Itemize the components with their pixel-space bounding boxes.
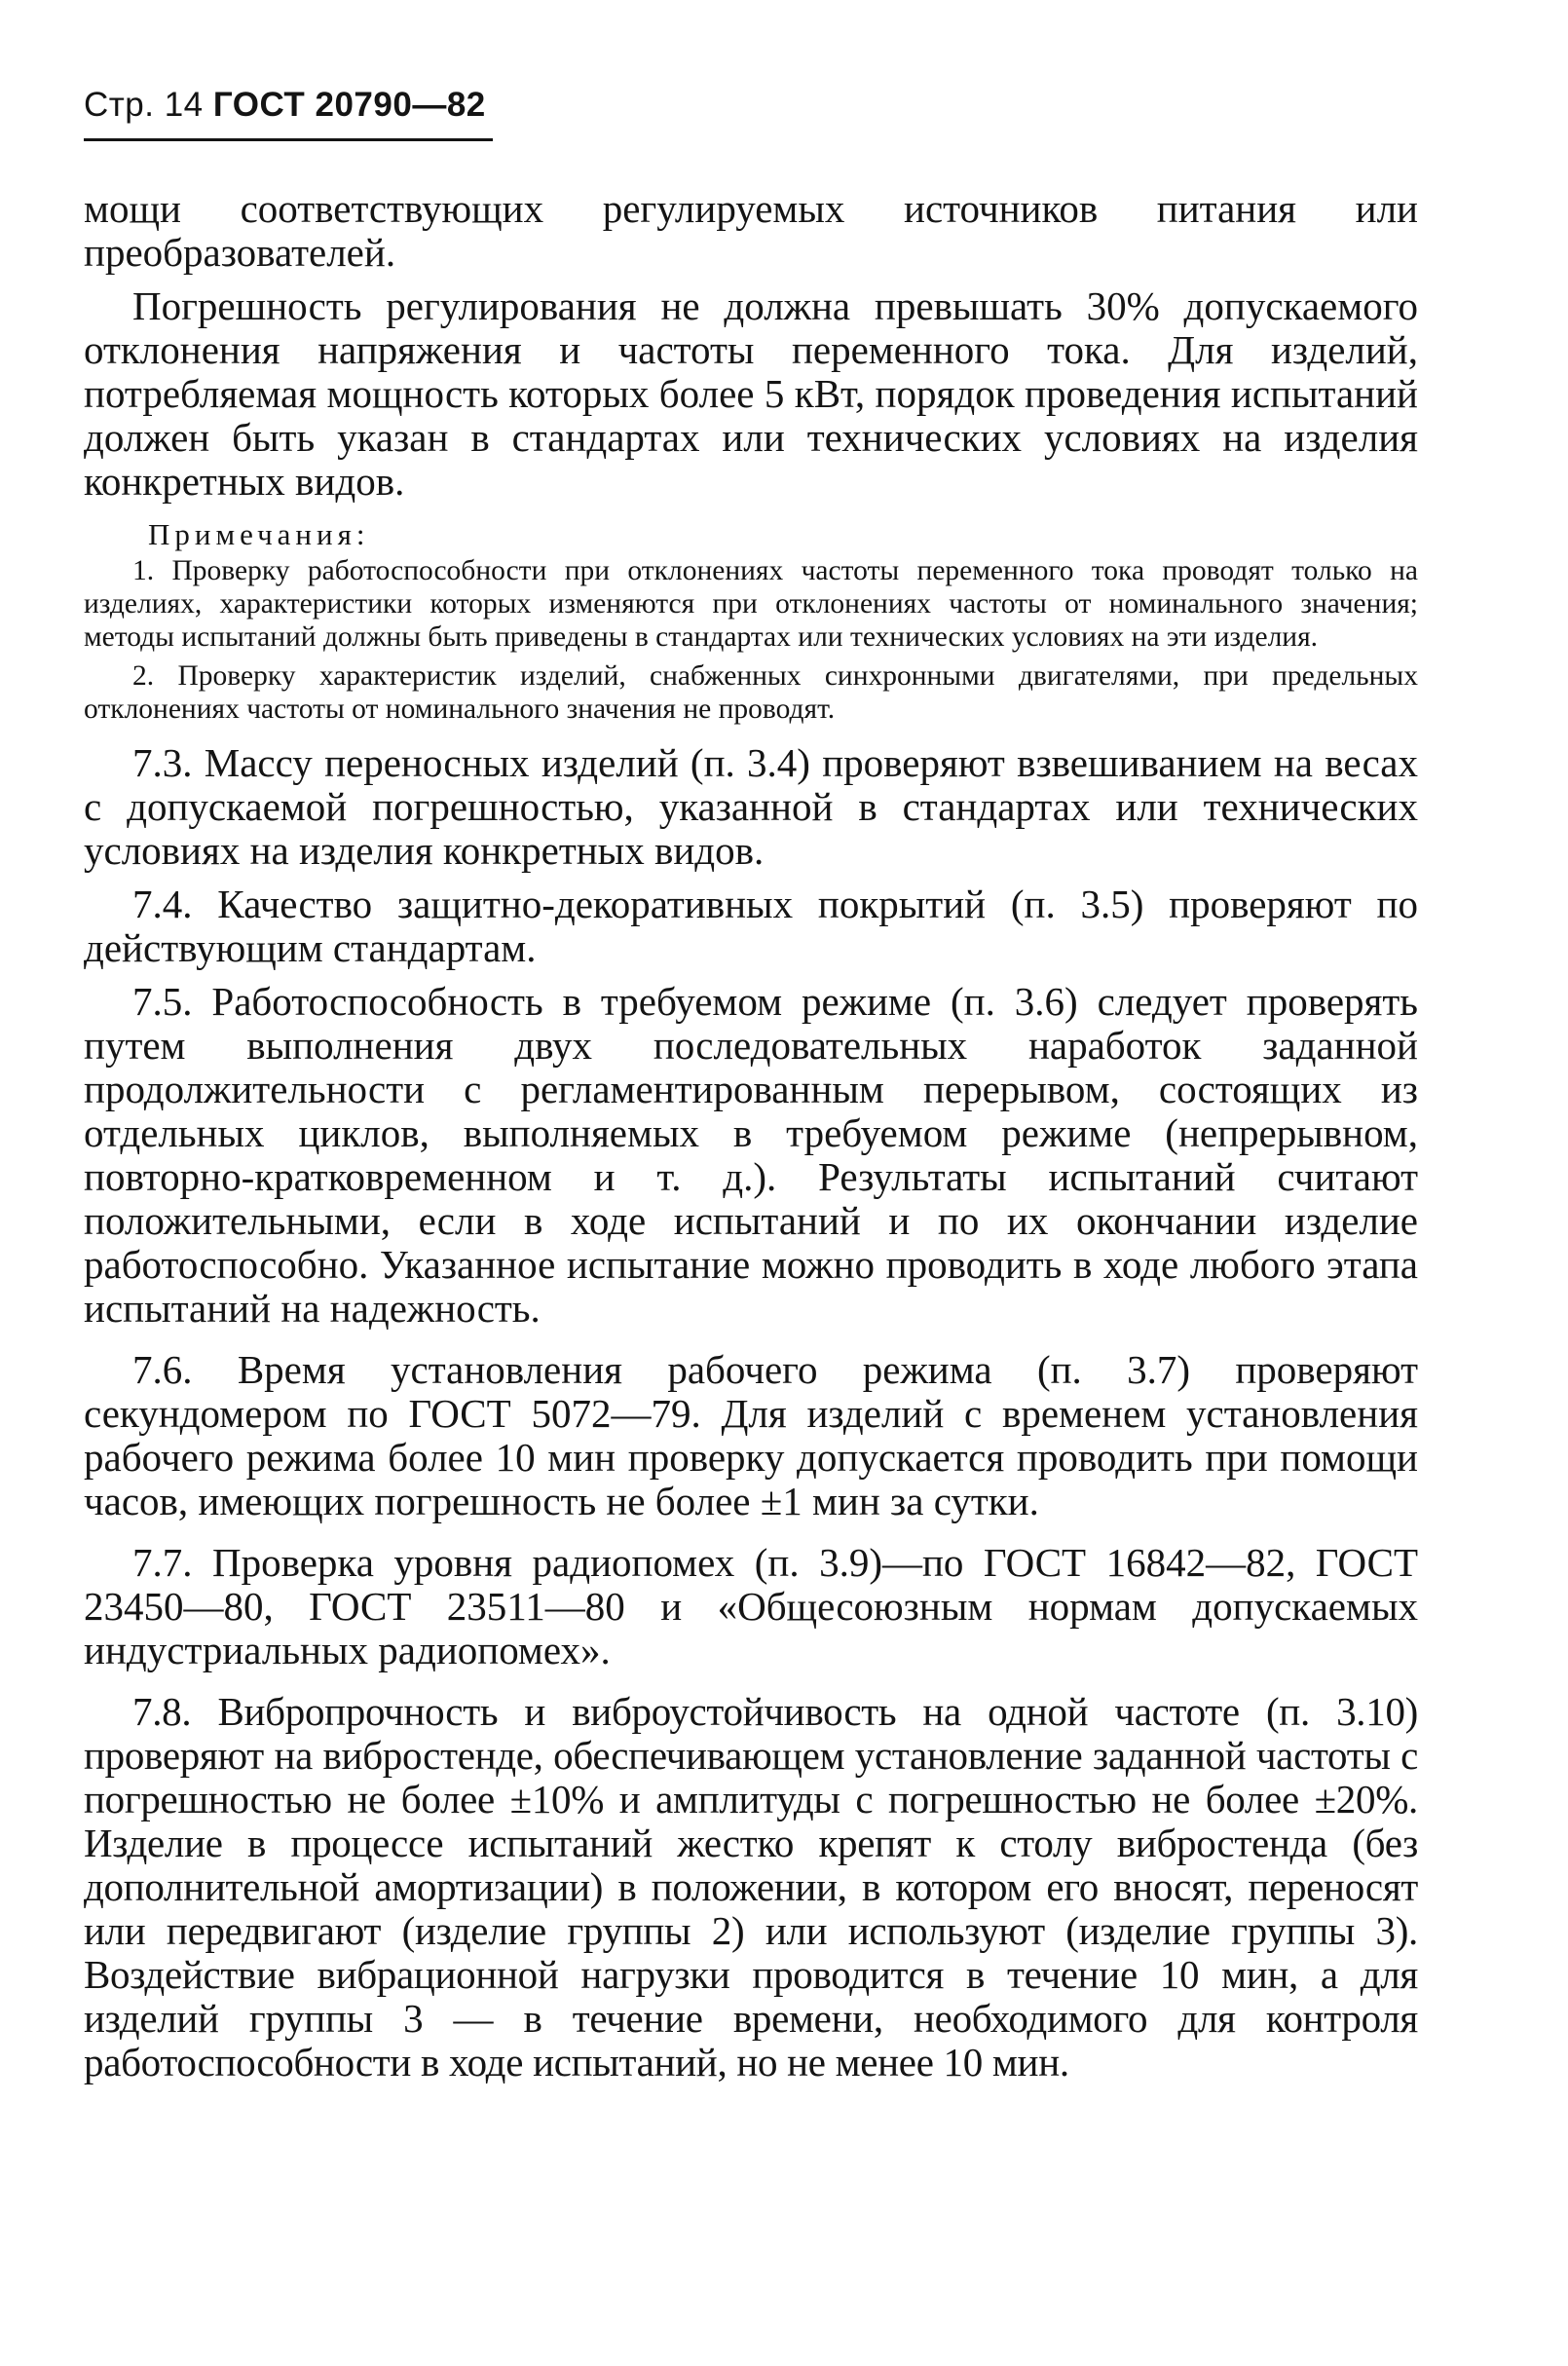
section-7-3: 7.3. Массу переносных изделий (п. 3.4) проверяют взвешиванием на весах с допускаемой погрешностью, указанной в стандартах или технических условиях на изделия конкретных видов. [84, 740, 1418, 873]
section-7-8: 7.8. Вибропрочность и виброустойчивость на одной частоте (п. 3.10) проверяют на вибростенде, обеспечивающем установление заданной частоты с погрешностью не более ±10% и амплитуды с погрешностью не более ±20%. Изделие в процессе испытаний жестко крепят к столу вибростенда (без дополнительной амортизации) в положении, в котором его вносят, переносят или передвигают (изделие группы 2) или используют (изделие группы 3). Воздействие вибрационной нагрузки проводится в течение 10 мин, а для изделий группы 3 — в течение времени, необходимого для контроля работоспособности в ходе испытаний, но не менее 10 мин. [84, 1689, 1418, 2084]
section-7-7: 7.7. Проверка уровня радиопомех (п. 3.9)—по ГОСТ 16842—82, ГОСТ 23450—80, ГОСТ 23511—80 и «Общесоюзным нормам допускаемых индустриальных радиопомех». [84, 1540, 1418, 1672]
section-7-6: 7.6. Время установления рабочего режима (п. 3.7) проверяют секундомером по ГОСТ 5072—79. Для изделий с временем установления рабочего режима более 10 мин проверку допускается проводить при помощи часов, имеющих погрешность не более ±1 мин за сутки. [84, 1347, 1418, 1523]
paragraph-continuation: мощи соответствующих регулируемых источников питания или преобразователей. [84, 186, 1418, 275]
standard-number: ГОСТ 20790—82 [212, 86, 486, 124]
page-header [84, 86, 486, 125]
header-rule [84, 138, 493, 141]
note-item: 1. Проверку работоспособности при отклонениях частоты переменного тока проводят только на изделиях, характеристики которых изменяются при отклонениях частоты от номинального значения; методы испытаний должны быть приведены в стандартах или технических условиях на эти изделия. [84, 555, 1418, 653]
section-7-5: 7.5. Работоспособность в требуемом режиме (п. 3.6) следует проверять путем выполнения двух последовательных наработок заданной продолжительности с регламентированным перерывом, состоящих из отдельных циклов, выполняемых в требуемом режиме (непрерывном, повторно-кратковременном и т. д.). Результаты испытаний считают положительными, если в ходе испытаний и по их окончании изделие работоспособно. Указанное испытание можно проводить в ходе любого этапа испытаний на надежность. [84, 979, 1418, 1331]
note-item: 2. Проверку характеристик изделий, снабженных синхронными двигателями, при предельных отклонениях частоты от номинального значения не проводят. [84, 660, 1418, 725]
page-body [84, 187, 1418, 2094]
paragraph-regulation-error: Погрешность регулирования не должна превышать 30% допускаемого отклонения напряжения и частоты переменного тока. Для изделий, потребляемая мощность которых более 5 кВт, порядок проведения испытаний должен быть указан в стандартах или технических условиях на изделия конкретных видов. [84, 283, 1418, 504]
notes-title: Примечания: [148, 517, 370, 551]
page-number: Стр. 14 [84, 86, 204, 124]
section-7-4: 7.4. Качество защитно-декоративных покрытий (п. 3.5) проверяют по действующим стандартам. [84, 882, 1418, 970]
notes-block [84, 517, 1418, 726]
